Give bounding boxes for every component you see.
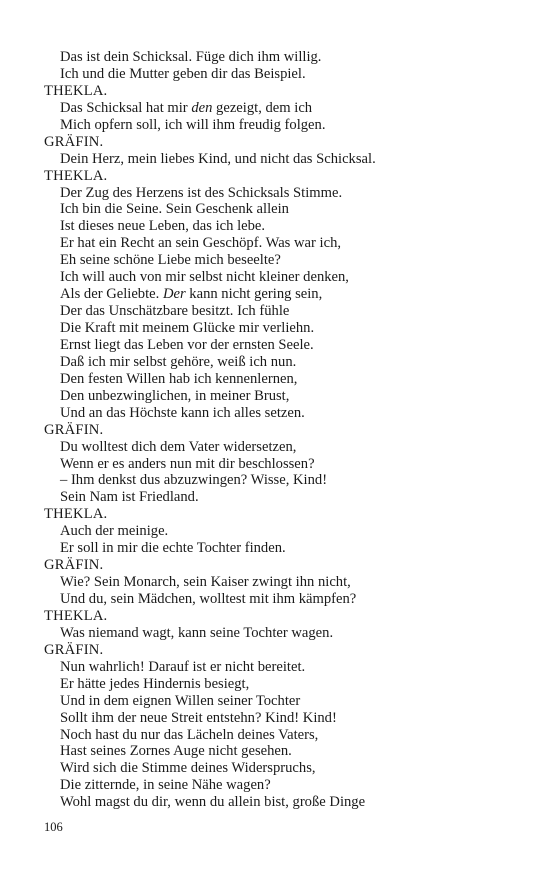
- verse-line: Das ist dein Schicksal. Füge dich ihm willig.: [60, 49, 322, 65]
- verse-line: Sein Nam ist Friedland.: [60, 489, 199, 506]
- speaker-name: GRÄFIN.: [44, 557, 104, 574]
- verse-line: Wenn er es anders nun mit dir beschlossen?: [60, 455, 315, 472]
- verse-line: Eh seine schöne Liebe mich beseelte?: [60, 252, 281, 269]
- verse-line: Auch der meinige.: [60, 523, 169, 540]
- verse-line: Dein Herz, mein liebes Kind, und nicht das Schicksal.: [60, 150, 376, 167]
- verse-line: Und an das Höchste kann ich alles setzen.: [60, 404, 305, 421]
- speaker-name: GRÄFIN.: [44, 421, 104, 438]
- verse-line: Der das Unschätzbare besitzt. Ich fühle: [60, 303, 290, 320]
- verse-line: Ich bin die Seine. Sein Geschenk allein: [60, 201, 289, 218]
- verse-text-part: gezeigt, dem ich: [212, 99, 313, 116]
- verse-text-part: Als der Geliebte.: [60, 286, 163, 303]
- speaker-name: THEKLA.: [44, 607, 108, 624]
- drama-text: [44, 49, 534, 811]
- verse-line: Ist dieses neue Leben, das ich lebe.: [60, 218, 266, 235]
- speaker-name: THEKLA.: [44, 167, 108, 184]
- verse-line: Mich opfern soll, ich will ihm freudig folgen.: [60, 116, 326, 133]
- speaker-name: GRÄFIN.: [44, 133, 104, 150]
- speaker-name: THEKLA.: [44, 82, 108, 99]
- verse-line: Er hätte jedes Hindernis besiegt,: [60, 675, 250, 692]
- emphasized-word: Der: [162, 286, 186, 303]
- verse-text-part: Das Schicksal hat mir: [60, 99, 192, 116]
- verse-line: Er soll in mir die echte Tochter finden.: [60, 540, 286, 557]
- verse-line: Und in dem eignen Willen seiner Tochter: [60, 692, 301, 709]
- verse-line: Den festen Willen hab ich kennenlernen,: [60, 370, 298, 387]
- verse-line: Wie? Sein Monarch, sein Kaiser zwingt ihn nicht,: [60, 574, 351, 591]
- verse-line: Wohl magst du dir, wenn du allein bist, große Dinge: [60, 794, 366, 811]
- verse-line: Ernst liegt das Leben vor der ernsten Seele.: [60, 336, 314, 353]
- verse-line: Ich will auch von mir selbst nicht kleiner denken,: [60, 269, 349, 286]
- verse-line: Du wolltest dich dem Vater widersetzen,: [60, 438, 297, 455]
- verse-line: – Ihm denkst dus abzuzwingen? Wisse, Kind!: [60, 472, 328, 489]
- verse-line: Nun wahrlich! Darauf ist er nicht bereitet.: [60, 658, 306, 675]
- verse-line: Hast seines Zornes Auge nicht gesehen.: [60, 743, 292, 760]
- verse-line: Und du, sein Mädchen, wolltest mit ihm kämpfen?: [60, 591, 357, 607]
- verse-line: [44, 286, 534, 303]
- verse-line: Den unbezwinglichen, in meiner Brust,: [60, 387, 290, 404]
- verse-line: Er hat ein Recht an sein Geschöpf. Was war ich,: [60, 235, 342, 252]
- speaker-name: GRÄFIN.: [44, 641, 104, 658]
- verse-line: [44, 100, 534, 117]
- verse-line: Daß ich mir selbst gehöre, weiß ich nun.: [60, 353, 297, 370]
- verse-text-part: kann nicht gering sein,: [185, 286, 323, 303]
- verse-line: Die zitternde, in seine Nähe wagen?: [60, 777, 271, 794]
- verse-line: Die Kraft mit meinem Glücke mir verliehn.: [60, 320, 315, 336]
- page-number: 106: [44, 820, 63, 834]
- speaker-name: THEKLA.: [44, 506, 108, 523]
- verse-line: Sollt ihm der neue Streit entstehn? Kind! Kind!: [60, 709, 337, 726]
- verse-line: Der Zug des Herzens ist des Schicksals Stimme.: [60, 184, 343, 201]
- verse-line: Ich und die Mutter geben dir das Beispiel.: [60, 65, 306, 82]
- verse-line: Wird sich die Stimme deines Widerspruchs,: [60, 760, 316, 777]
- verse-line: Was niemand wagt, kann seine Tochter wagen.: [60, 624, 334, 641]
- emphasized-word: den: [191, 99, 213, 116]
- verse-line: Noch hast du nur das Lächeln deines Vaters,: [60, 726, 319, 743]
